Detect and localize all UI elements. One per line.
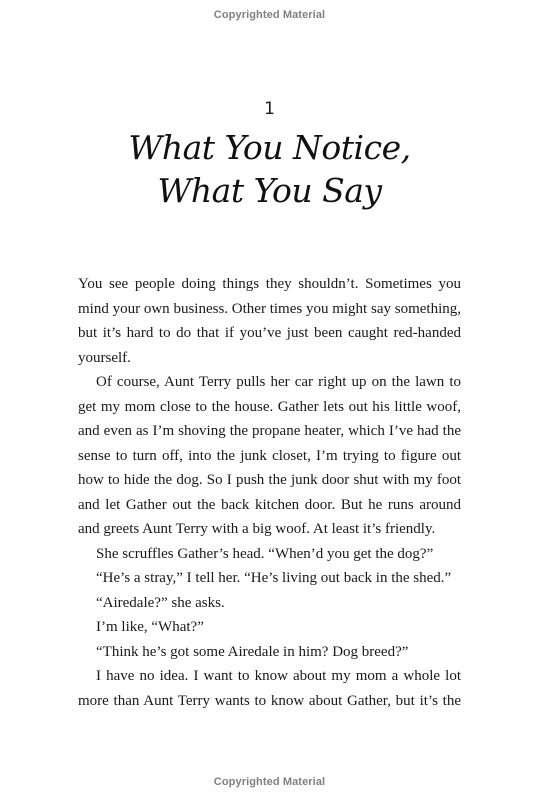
paragraph: Of course, Aunt Terry pulls her car right up on the lawn to get my mom close to the house. Gather lets out his little woof, and even as I’m shoving the propane heater, which I’ve had the sense to turn off, into the junk closet, I’m trying to figure out how to hide the dog. So I push the junk door shut with my foot and let Gather out the back kitchen door. But he runs around and greets Aunt Terry with a big woof. At least it’s friendly. [78,374,461,537]
copyright-watermark-bottom: Copyrighted Material [213,776,326,788]
paragraph: “Airedale?” she asks. [96,594,225,611]
chapter-body [78,272,461,713]
paragraph: You see people doing things they shouldn’t. Sometimes you mind your own business. Other times you might say something, but it’s hard to do that if you’ve just been caught red-handed yourself. [78,276,461,366]
paragraph: “Think he’s got some Airedale in him? Dog breed?” [96,643,409,660]
chapter-number: 1 [264,99,275,119]
paragraph: “He’s a stray,” I tell her. “He’s living out back in the shed.” [96,570,452,586]
copyright-watermark-top: Copyrighted Material [213,9,326,21]
paragraph: I have no idea. I want to know about my mom a whole lot more than Aunt Terry wants to know about Gather, but it’s the [78,668,461,709]
chapter-title-line-1: What You Notice, [128,128,411,167]
paragraph: She scruffles Gather’s head. “When’d you get the dog?” [96,545,434,562]
chapter-title [0,126,539,212]
paragraph: I’m like, “What?” [96,619,204,635]
chapter-title-line-2: What You Say [157,171,382,210]
